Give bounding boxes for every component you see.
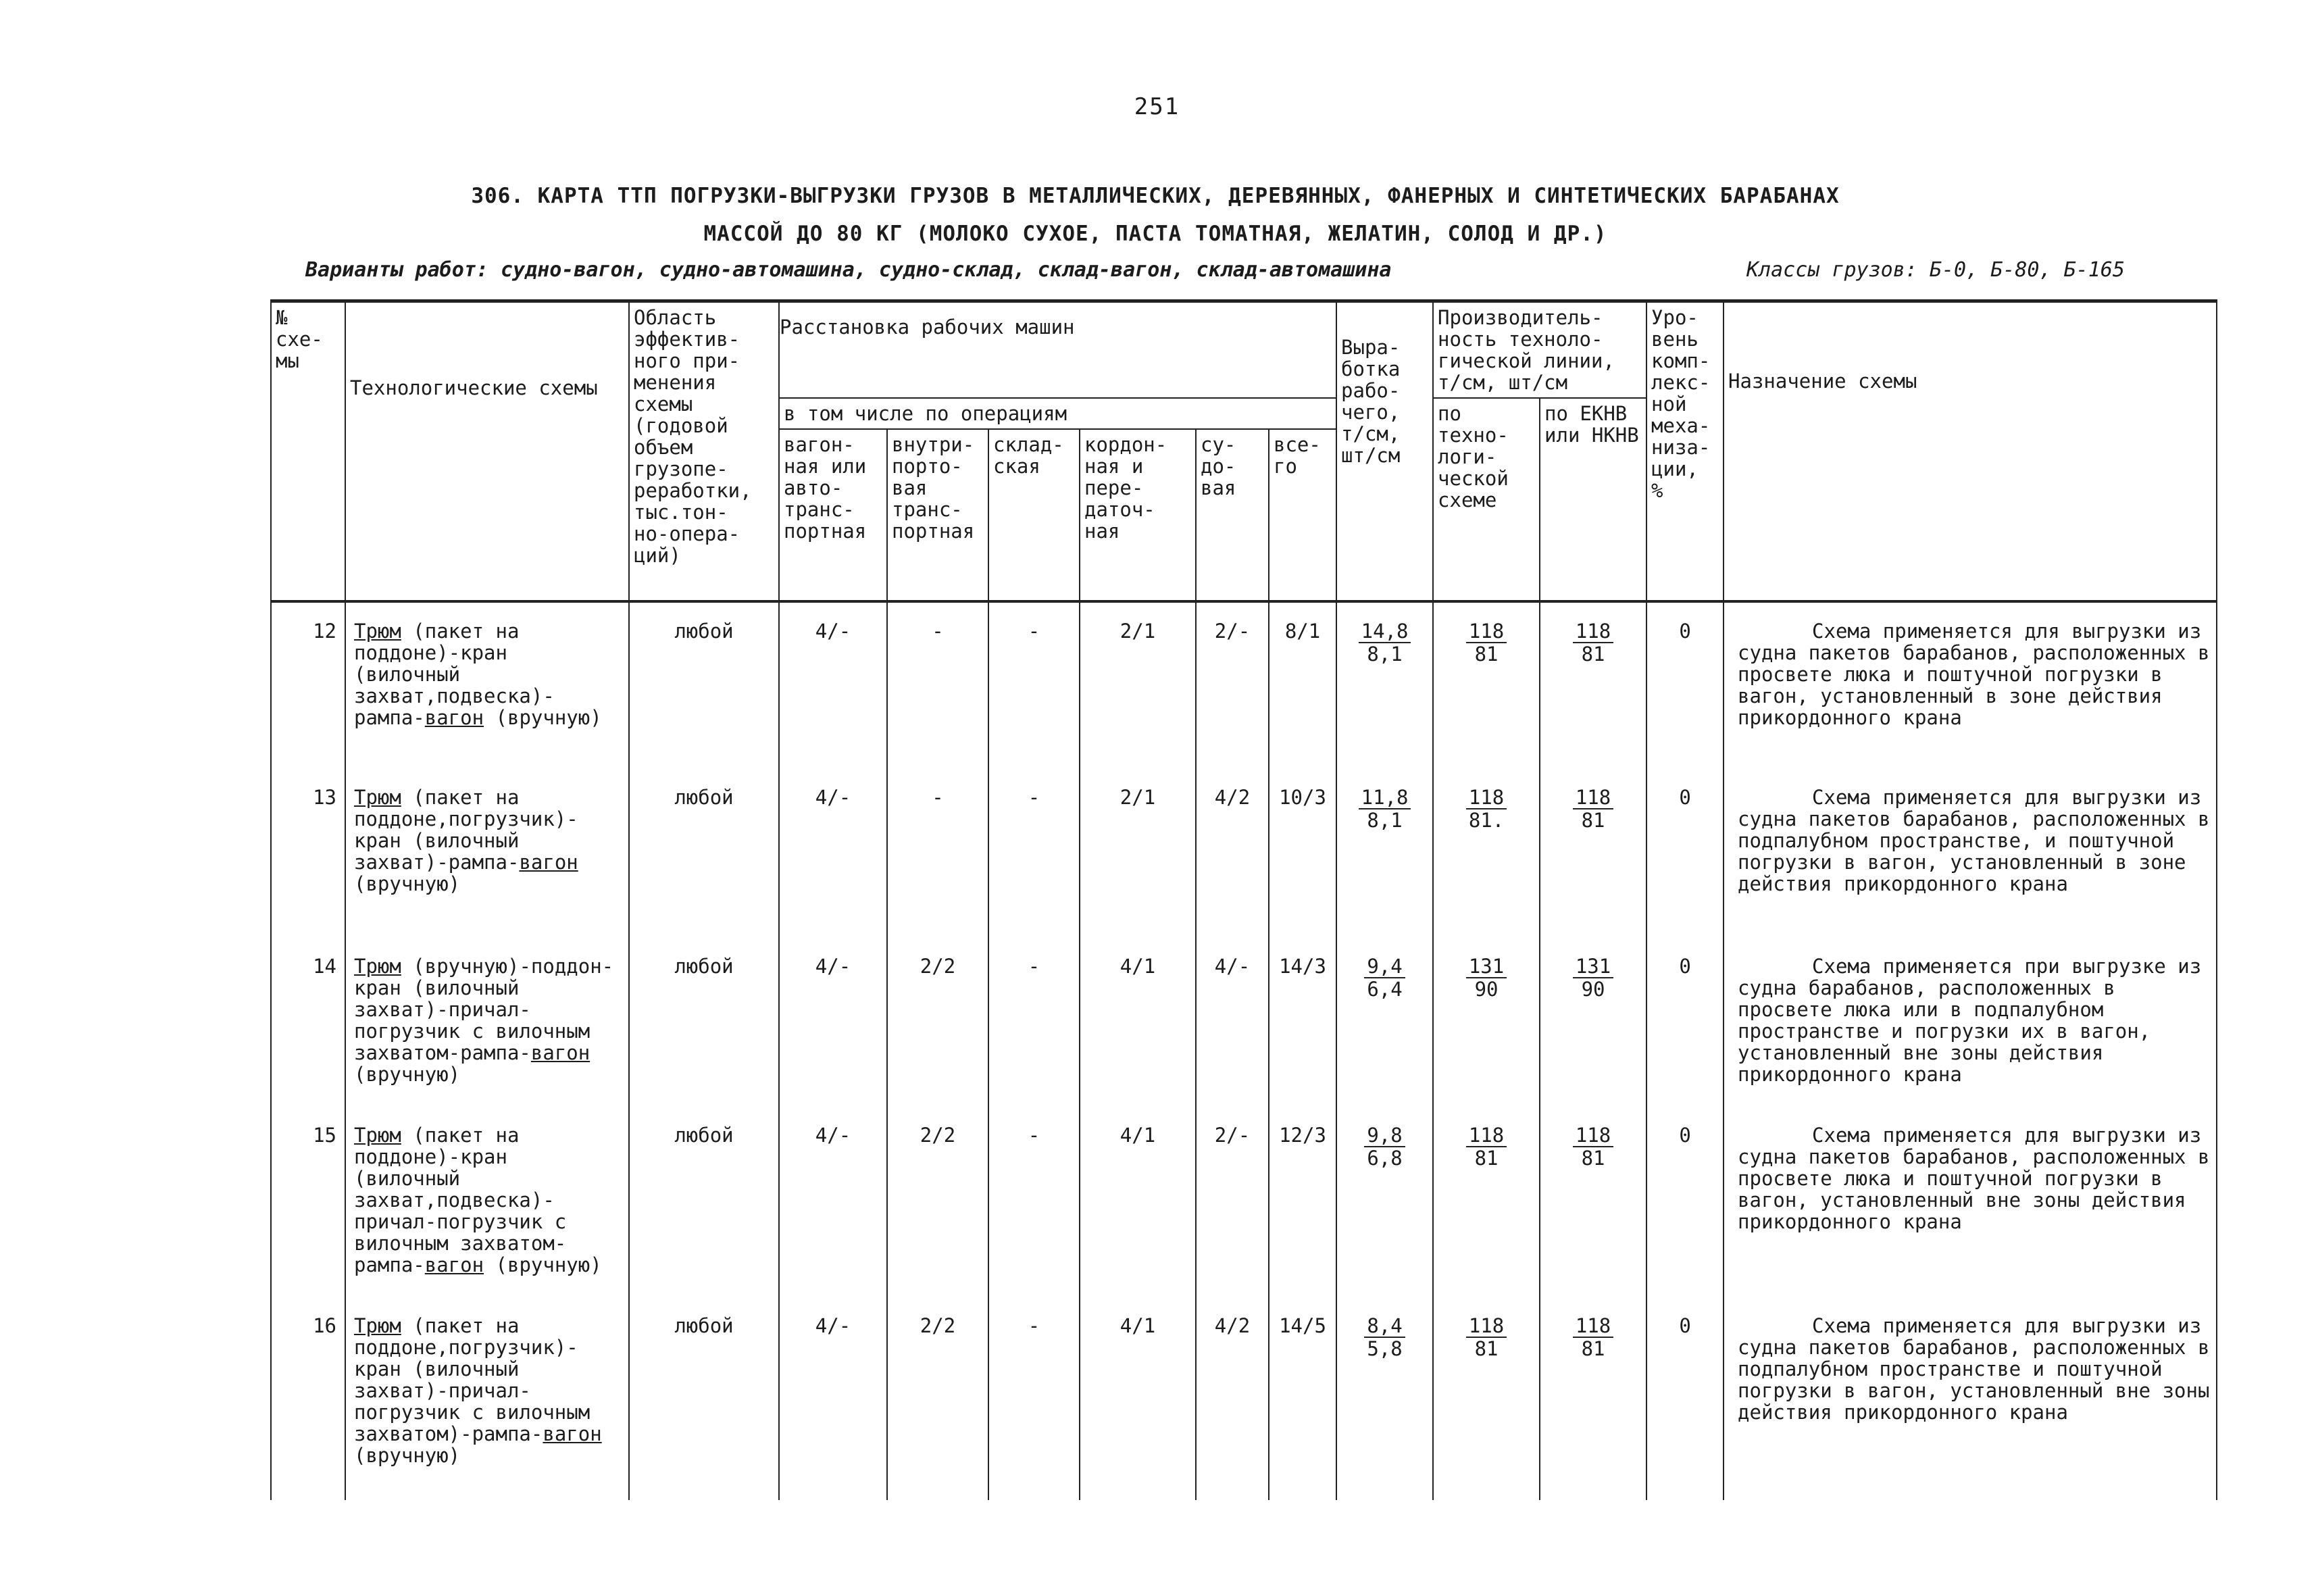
scheme-prefix: Трюм: [354, 1124, 401, 1147]
scheme-description: [345, 1297, 629, 1500]
cordon-value: 4/1: [1080, 1297, 1196, 1500]
wagon-auto-value: 4/-: [779, 938, 887, 1107]
total-value: 12/3: [1269, 1107, 1336, 1297]
productivity-scheme-value: [1433, 1297, 1540, 1500]
scheme-number: 13: [271, 769, 345, 938]
cordon-value: 2/1: [1080, 769, 1196, 938]
scheme-number: 14: [271, 938, 345, 1107]
productivity-ekhnv-pieces: 81: [1581, 1147, 1605, 1170]
mechanization-value: 0: [1646, 769, 1724, 938]
scheme-purpose: [1724, 769, 2217, 938]
table-row: [271, 769, 2217, 938]
mechanization-value: 0: [1646, 1297, 1724, 1500]
scheme-destination: вагон: [530, 1041, 590, 1064]
productivity-scheme-pieces: 81: [1474, 1147, 1499, 1170]
scheme-description: [345, 769, 629, 938]
scheme-purpose: [1724, 938, 2217, 1107]
wagon-auto-value: 4/-: [779, 1107, 887, 1297]
output-pieces: 8,1: [1367, 809, 1403, 832]
wagon-auto-value: 4/-: [779, 1297, 887, 1500]
output-value: [1336, 601, 1433, 769]
header-cordon: кордон- ная и пере- даточ- ная: [1080, 429, 1196, 601]
scheme-description: [345, 938, 629, 1107]
intraport-value: -: [887, 769, 988, 938]
scheme-purpose: [1724, 601, 2217, 769]
productivity-ekhnv-value: [1540, 938, 1646, 1107]
scheme-prefix: Трюм: [354, 955, 401, 978]
document-title: [203, 177, 2108, 253]
ship-value: 4/-: [1196, 938, 1269, 1107]
productivity-scheme-tons: 118: [1466, 1315, 1507, 1338]
productivity-ekhnv-pieces: 81: [1581, 1337, 1605, 1360]
scheme-prefix: Трюм: [354, 1314, 401, 1337]
application-area: любой: [629, 1107, 779, 1297]
title-line-1: 306. КАРТА ТТП ПОГРУЗКИ-ВЫГРУЗКИ ГРУЗОВ В МЕТАЛЛИЧЕСКИХ, ДЕРЕВЯННЫХ, ФАНЕРНЫХ И СИНТЕТИЧЕСКИХ БАРАБАНАХ: [471, 184, 1840, 208]
scheme-prefix: Трюм: [354, 620, 401, 643]
output-tons: 9,8: [1364, 1124, 1405, 1147]
productivity-ekhnv-value: [1540, 601, 1646, 769]
header-placement: Расстановка рабочих машин: [779, 301, 1336, 399]
scheme-number: 16: [271, 1297, 345, 1500]
application-area: любой: [629, 601, 779, 769]
warehouse-value: -: [988, 1297, 1080, 1500]
scheme-purpose-text: Схема применяется для выгрузки из судна пакетов барабанов, расположенных в подпалубном пространстве и поштучной погрузки в вагон, установленный вне зоны действия прикордонного крана: [1738, 1314, 2210, 1424]
scheme-suffix: (вручную): [354, 1444, 461, 1467]
output-value: [1336, 769, 1433, 938]
application-area: любой: [629, 938, 779, 1107]
productivity-scheme-tons: 131: [1466, 955, 1507, 978]
productivity-scheme-pieces: 81: [1474, 643, 1499, 666]
warehouse-value: -: [988, 769, 1080, 938]
application-area: любой: [629, 769, 779, 938]
output-tons: 11,8: [1359, 787, 1411, 809]
mechanization-value: 0: [1646, 938, 1724, 1107]
intraport-value: 2/2: [887, 1297, 988, 1500]
scheme-prefix: Трюм: [354, 786, 401, 809]
header-total: все- го: [1269, 429, 1336, 601]
scheme-body: (пакет на поддоне)-кран (вилочный захват,подвеска)-рампа-: [354, 620, 555, 729]
productivity-ekhnv-value: [1540, 769, 1646, 938]
productivity-scheme-pieces: 90: [1474, 978, 1499, 1001]
table-row: [271, 1107, 2217, 1297]
total-value: 8/1: [1269, 601, 1336, 769]
productivity-scheme-tons: 118: [1466, 1124, 1507, 1147]
header-productivity: Производитель- ность техноло- гической линии, т/см, шт/см: [1433, 301, 1646, 399]
table-row: [271, 601, 2217, 769]
output-tons: 14,8: [1359, 620, 1411, 643]
wagon-auto-value: 4/-: [779, 769, 887, 938]
productivity-scheme-tons: 118: [1466, 620, 1507, 643]
scheme-purpose-text: Схема применяется для выгрузки из судна пакетов барабанов, расположенных в просвете люка и поштучной погрузки в вагон, установленный в зоне действия прикордонного крана: [1738, 620, 2210, 729]
header-mechanization: Уро- вень комп- лекс- ной меха- низа- ции, %: [1646, 301, 1724, 602]
productivity-ekhnv-pieces: 81: [1581, 643, 1605, 666]
productivity-ekhnv-tons: 131: [1573, 955, 1613, 978]
productivity-scheme-value: [1433, 938, 1540, 1107]
scheme-destination: вагон: [543, 1422, 602, 1445]
ship-value: 2/-: [1196, 601, 1269, 769]
scheme-destination: вагон: [519, 851, 578, 874]
productivity-scheme-value: [1433, 769, 1540, 938]
total-value: 14/5: [1269, 1297, 1336, 1500]
intraport-value: 2/2: [887, 938, 988, 1107]
productivity-scheme-value: [1433, 601, 1540, 769]
scheme-body: (вручную)-поддон-кран (вилочный захват)-причал-погрузчик с вилочным захватом-рампа-: [354, 955, 614, 1064]
cordon-value: 4/1: [1080, 938, 1196, 1107]
scheme-suffix: (вручную): [484, 706, 602, 729]
header-including-operations: в том числе по операциям: [779, 398, 1336, 429]
scheme-destination: вагон: [424, 1253, 484, 1276]
productivity-ekhnv-tons: 118: [1573, 1315, 1613, 1338]
work-variants: Варианты работ: судно-вагон, судно-автомашина, судно-склад, склад-вагон, склад-автомашина: [305, 258, 1392, 282]
ttp-table: [270, 299, 2217, 1500]
scheme-body: (пакет на поддоне,погрузчик)-кран (вилочный захват)-рампа-: [354, 786, 578, 874]
header-output: Выра- ботка рабо- чего, т/см, шт/см: [1336, 301, 1433, 602]
output-value: [1336, 1107, 1433, 1297]
ship-value: 4/2: [1196, 769, 1269, 938]
scheme-suffix: (вручную): [484, 1253, 602, 1276]
productivity-ekhnv-pieces: 90: [1581, 978, 1605, 1001]
total-value: 10/3: [1269, 769, 1336, 938]
application-area: любой: [629, 1297, 779, 1500]
header-by-scheme: по техно- логи- ческой схеме: [1433, 398, 1540, 601]
cordon-value: 4/1: [1080, 1107, 1196, 1297]
output-pieces: 5,8: [1367, 1337, 1403, 1360]
output-value: [1336, 938, 1433, 1107]
cordon-value: 2/1: [1080, 601, 1196, 769]
scheme-suffix: (вручную): [354, 1063, 461, 1086]
productivity-ekhnv-tons: 118: [1573, 787, 1613, 809]
output-pieces: 6,4: [1367, 978, 1403, 1001]
mechanization-value: 0: [1646, 1107, 1724, 1297]
wagon-auto-value: 4/-: [779, 601, 887, 769]
header-purpose: Назначение схемы: [1724, 301, 2217, 602]
header-wagon-auto: вагон- ная или авто- транс- портная: [779, 429, 887, 601]
mechanization-value: 0: [1646, 601, 1724, 769]
scheme-purpose-text: Схема применяется при выгрузке из судна барабанов, расположенных в просвете люка или в подпалубном пространстве и погрузки их в вагон, установленный вне зоны действия прикордонного крана: [1738, 955, 2202, 1086]
productivity-ekhnv-pieces: 81: [1581, 809, 1605, 832]
productivity-ekhnv-value: [1540, 1107, 1646, 1297]
scheme-number: 12: [271, 601, 345, 769]
header-ship: су- до- вая: [1196, 429, 1269, 601]
table-row: [271, 938, 2217, 1107]
productivity-scheme-tons: 118: [1466, 787, 1507, 809]
cargo-classes: Классы грузов: Б-0, Б-80, Б-165: [1746, 258, 2125, 282]
scheme-suffix: (вручную): [354, 872, 461, 895]
output-value: [1336, 1297, 1433, 1500]
warehouse-value: -: [988, 1107, 1080, 1297]
table-row: [271, 1297, 2217, 1500]
scheme-description: [345, 1107, 629, 1297]
header-scheme-no: № схе- мы: [271, 301, 345, 602]
header-by-ekhnv: по ЕКНВ или НКНВ: [1540, 398, 1646, 601]
scheme-destination: вагон: [424, 706, 484, 729]
warehouse-value: -: [988, 938, 1080, 1107]
scheme-purpose-text: Схема применяется для выгрузки из судна пакетов барабанов, расположенных в подпалубном пространстве, и поштучной погрузки в вагон, установленный в зоне действия прикордонного крана: [1738, 786, 2210, 895]
output-pieces: 8,1: [1367, 643, 1403, 666]
output-pieces: 6,8: [1367, 1147, 1403, 1170]
productivity-ekhnv-value: [1540, 1297, 1646, 1500]
ship-value: 4/2: [1196, 1297, 1269, 1500]
productivity-scheme-value: [1433, 1107, 1540, 1297]
page-number: 251: [1134, 93, 1180, 120]
scheme-body: (пакет на поддоне)-кран (вилочный захват,подвеска)-причал-погрузчик с вилочным захватом-рампа-: [354, 1124, 567, 1276]
scheme-description: [345, 601, 629, 769]
intraport-value: -: [887, 601, 988, 769]
productivity-ekhnv-tons: 118: [1573, 1124, 1613, 1147]
header-warehouse: склад- ская: [988, 429, 1080, 601]
output-tons: 8,4: [1364, 1315, 1405, 1338]
scheme-purpose-text: Схема применяется для выгрузки из судна пакетов барабанов, расположенных в просвете люка и поштучной погрузки в вагон, установленный вне зоны действия прикордонного крана: [1738, 1124, 2210, 1233]
total-value: 14/3: [1269, 938, 1336, 1107]
header-tech-schemes: Технологические схемы: [345, 301, 629, 602]
productivity-scheme-pieces: 81: [1474, 1337, 1499, 1360]
output-tons: 9,4: [1364, 955, 1405, 978]
warehouse-value: -: [988, 601, 1080, 769]
scheme-number: 15: [271, 1107, 345, 1297]
header-application-area: Область эффектив- ного при- менения схемы (годовой объем грузопе- реработки, тыс.тон- но-опера- ций): [629, 301, 779, 602]
intraport-value: 2/2: [887, 1107, 988, 1297]
scheme-purpose: [1724, 1297, 2217, 1500]
header-intraport: внутри- порто- вая транс- портная: [887, 429, 988, 601]
ship-value: 2/-: [1196, 1107, 1269, 1297]
productivity-ekhnv-tons: 118: [1573, 620, 1613, 643]
scheme-body: (пакет на поддоне,погрузчик)-кран (вилочный захват)-причал-погрузчик с вилочным захватом)-рампа-: [354, 1314, 590, 1445]
scheme-purpose: [1724, 1107, 2217, 1297]
title-line-2: МАССОЙ ДО 80 КГ (МОЛОКО СУХОЕ, ПАСТА ТОМАТНАЯ, ЖЕЛАТИН, СОЛОД И ДР.): [703, 222, 1607, 246]
productivity-scheme-pieces: 81.: [1468, 809, 1505, 832]
